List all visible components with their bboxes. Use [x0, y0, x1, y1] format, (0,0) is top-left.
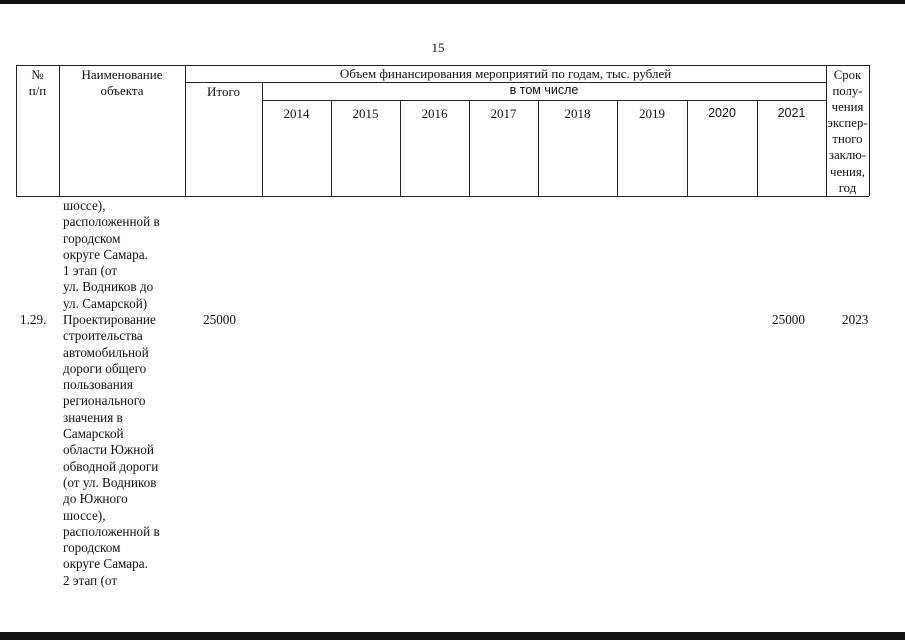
col-name-header-line1: Наименование	[81, 67, 163, 82]
continuation-line: ул. Самарской)	[63, 295, 148, 311]
object-name-line: значения в	[63, 409, 123, 425]
col-num-header-line1: №	[31, 67, 44, 82]
object-name-line: Проектирование	[63, 312, 156, 327]
funding-header-title: Объем финансирования мероприятий по годам, тыс. рублей	[339, 66, 672, 81]
year-header-2019: 2019	[639, 106, 665, 121]
row-total-value: 25000	[203, 312, 236, 327]
object-name-line: обводной дороги	[63, 458, 159, 474]
deadline-header-line: экспер-	[827, 116, 868, 131]
continuation-line: расположенной в	[63, 214, 160, 230]
deadline-header-line: полу-	[832, 84, 863, 99]
page-number: 15	[431, 40, 445, 55]
header-including-line	[262, 100, 826, 101]
year-header-2015: 2015	[352, 106, 379, 121]
deadline-header-line: заклю-	[828, 148, 867, 163]
col-num-header-line2: п/п	[28, 83, 47, 98]
deadline-header-line: чения,	[830, 164, 865, 179]
year-header-2014: 2014	[283, 106, 310, 121]
year-header-2018: 2018	[564, 106, 591, 121]
header-bottom-line	[16, 196, 869, 197]
deadline-header	[826, 67, 869, 196]
continuation-line: 1 этап (от	[63, 263, 118, 279]
bottom-border	[0, 632, 905, 640]
deadline-header-line: тного	[832, 132, 863, 147]
continuation-line: городском	[63, 230, 121, 246]
grid-line-right	[869, 65, 870, 196]
year-header-2016: 2016	[421, 106, 448, 121]
year-header-2021: 2021	[777, 106, 806, 120]
year-header-2017: 2017	[490, 106, 517, 121]
object-name-line: шоссе),	[63, 507, 106, 523]
continuation-line: шоссе),	[63, 198, 106, 213]
object-name-line: 2 этап (от	[63, 572, 118, 588]
object-name-line: строительства	[63, 328, 143, 344]
object-name-line: расположенной в	[63, 523, 160, 539]
object-name-line: регионального	[63, 393, 146, 409]
object-name-line: пользования	[63, 377, 133, 393]
deadline-header-line: Срок	[833, 68, 862, 82]
year-header-2020: 2020	[708, 106, 736, 120]
object-name-line: области Южной	[63, 442, 154, 458]
object-name-line: городском	[63, 540, 121, 556]
object-name-line: автомобильной	[63, 344, 149, 360]
previous-row-continuation	[63, 198, 160, 312]
row-deadline-value: 2023	[842, 312, 869, 327]
grid-line-total	[262, 82, 263, 196]
row-2021-value: 25000	[772, 312, 805, 327]
object-name-line: до Южного	[63, 491, 128, 507]
continuation-line: округе Самара.	[63, 246, 148, 262]
deadline-header-line: год	[838, 180, 857, 195]
col-name-header-line2: объекта	[100, 83, 144, 98]
object-name-line: (от ул. Водников	[63, 474, 157, 490]
top-border	[0, 0, 905, 4]
object-name-line: округе Самара.	[63, 556, 148, 572]
row-number: 1.29.	[20, 312, 47, 327]
including-header: в том числе	[509, 83, 579, 97]
total-header: Итого	[207, 84, 240, 99]
continuation-line: ул. Водников до	[63, 279, 154, 295]
row-object-name	[63, 312, 160, 589]
deadline-header-line: чения	[831, 100, 864, 115]
object-name-line: дороги общего	[63, 360, 147, 376]
object-name-line: Самарской	[63, 426, 124, 442]
